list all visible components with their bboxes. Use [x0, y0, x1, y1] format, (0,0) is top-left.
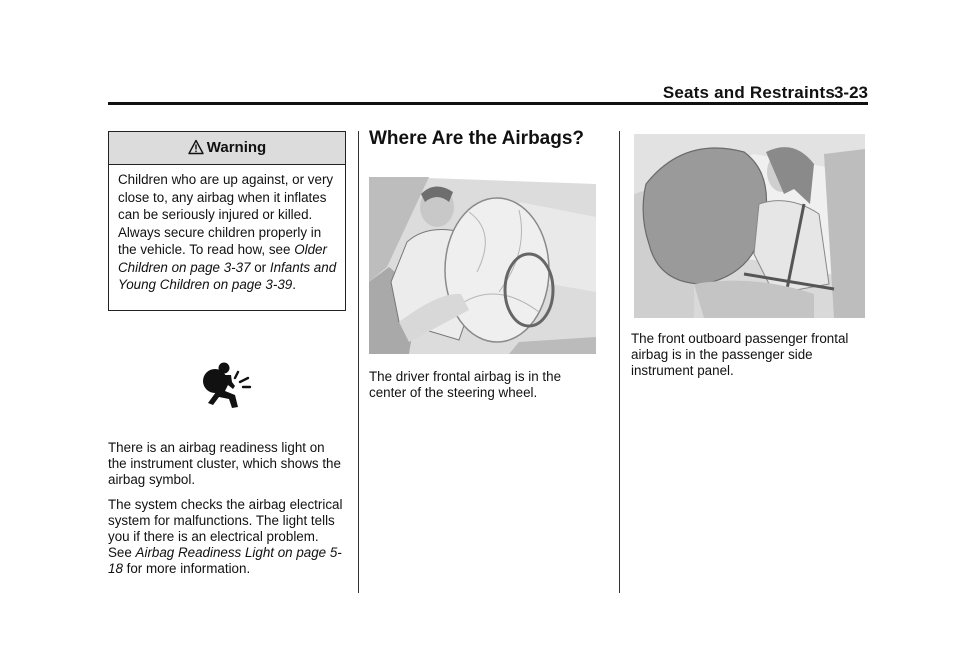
readiness-paragraph-2 — [108, 497, 344, 577]
section-title: Where Are the Airbags? — [369, 128, 585, 149]
running-header-title: Seats and Restraints — [662, 83, 835, 102]
warning-text: Children who are up against, or very close to, any airbag when it inflates can be seriously injured or killed. Always secure children properly in the vehicle. To read how, see — [118, 172, 334, 257]
readiness-link[interactable]: Airbag Readiness Light on page 5-18 — [108, 545, 342, 576]
warning-box — [108, 131, 346, 311]
warning-link-older-children[interactable]: Older Children on page 3-37 — [118, 242, 327, 275]
driver-airbag-caption: The driver frontal airbag is in the center of the steering wheel. — [369, 369, 562, 400]
header-rule — [108, 102, 868, 105]
airbag-readiness-icon — [202, 360, 254, 412]
warning-title: Warning — [206, 139, 267, 156]
readiness-text: The system checks the airbag electrical system for malfunctions. The light tells you if there is an electrical problem. See — [108, 497, 343, 560]
driver-airbag-drawing — [369, 172, 596, 354]
warning-or: or — [250, 259, 270, 275]
readiness-paragraph-1: There is an airbag readiness light on the instrument cluster, which shows the airbag symbol. — [108, 440, 341, 487]
driver-airbag-illustration — [369, 172, 596, 354]
column-divider-right — [619, 131, 620, 593]
warning-triangle-icon — [188, 139, 204, 155]
warning-body — [109, 165, 345, 294]
page-number: 3-23 — [833, 83, 868, 102]
warning-link-infants[interactable]: Infants and Young Children on page 3-39 — [118, 259, 337, 292]
column-divider-left — [358, 131, 359, 593]
warning-header — [109, 132, 345, 165]
readiness-end: for more information. — [122, 561, 251, 576]
passenger-airbag-drawing — [634, 134, 865, 318]
passenger-airbag-caption: The front outboard passenger frontal airbag is in the passenger side instrument panel. — [631, 331, 849, 378]
passenger-airbag-illustration — [634, 134, 865, 318]
warning-end: . — [292, 277, 296, 292]
